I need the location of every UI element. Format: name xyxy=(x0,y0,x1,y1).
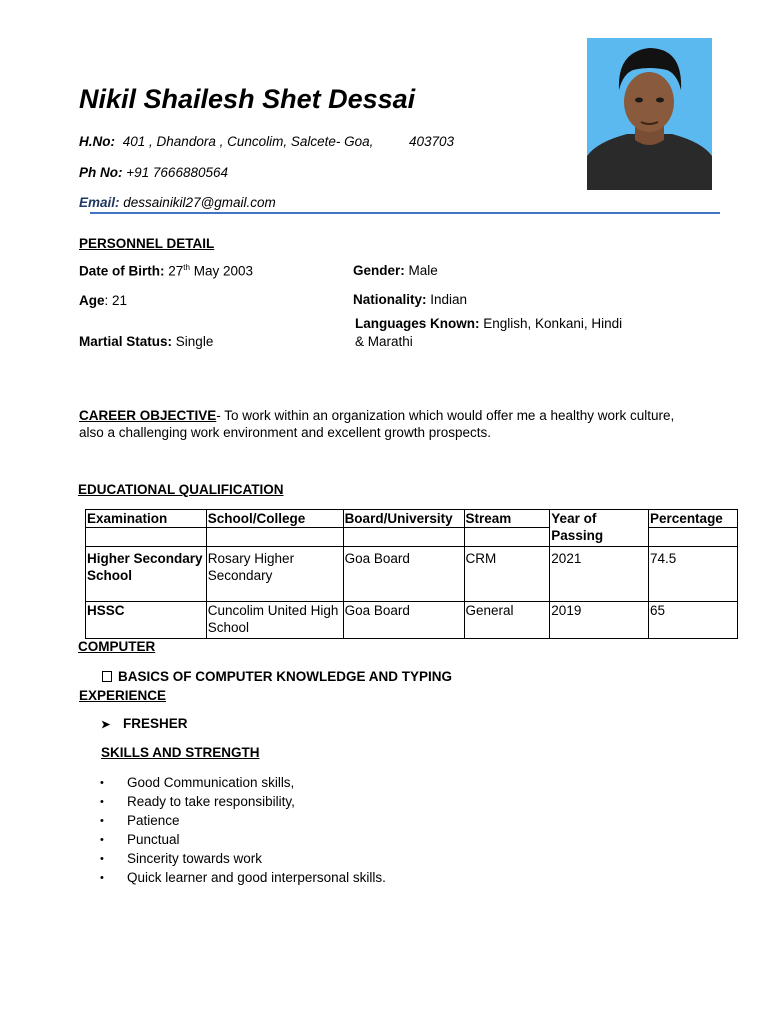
dob-suffix: th xyxy=(183,263,190,272)
table-header-row xyxy=(86,510,738,528)
address-value: 401 , Dhandora , Cuncolim, Salcete- Goa, xyxy=(122,134,374,149)
cell-year: 2019 xyxy=(550,602,649,639)
cell-board: Goa Board xyxy=(343,602,464,639)
experience-item xyxy=(101,716,188,731)
skills-list xyxy=(100,773,386,887)
header-year: Year of Passing xyxy=(550,510,649,547)
cell-percentage: 65 xyxy=(649,602,738,639)
cell-stream: General xyxy=(464,602,550,639)
list-item xyxy=(100,868,386,887)
dob-label: Date of Birth: xyxy=(79,263,165,279)
list-item xyxy=(100,849,386,868)
languages-value-cont: & Marathi xyxy=(355,334,413,349)
header-board: Board/University xyxy=(343,510,464,528)
checkbox-icon xyxy=(102,671,112,682)
email-line xyxy=(79,195,276,210)
dob-field xyxy=(79,263,253,279)
computer-heading: COMPUTER xyxy=(78,639,156,654)
nationality-value: Indian xyxy=(430,292,468,307)
cell-school: Cuncolim United High School xyxy=(206,602,343,639)
phone-label: Ph No: xyxy=(79,165,123,180)
education-table xyxy=(85,509,738,639)
cell-stream: CRM xyxy=(464,547,550,602)
address-line xyxy=(79,134,373,149)
languages-field xyxy=(355,316,622,331)
experience-heading: EXPERIENCE xyxy=(79,688,167,703)
skill-text: Punctual xyxy=(127,832,180,847)
cell-school: Rosary Higher Secondary xyxy=(206,547,343,602)
gender-label: Gender: xyxy=(353,263,405,278)
bullet-icon: • xyxy=(100,871,104,884)
dob-day: 27 xyxy=(168,263,184,279)
personnel-detail-heading: PERSONNEL DETAIL xyxy=(79,236,215,251)
bullet-icon: • xyxy=(100,814,104,827)
bullet-icon: • xyxy=(100,776,104,789)
header-percentage: Percentage xyxy=(649,510,738,528)
gender-field xyxy=(353,263,438,278)
marital-value: Single xyxy=(175,334,214,349)
cell-percentage: 74.5 xyxy=(649,547,738,602)
nationality-label: Nationality: xyxy=(353,292,427,307)
phone-line xyxy=(79,165,228,180)
table-row xyxy=(86,602,738,639)
cell-board: Goa Board xyxy=(343,547,464,602)
arrow-bullet-icon: ➤ xyxy=(101,719,111,731)
email-label: Email: xyxy=(79,195,120,210)
computer-item xyxy=(102,669,452,684)
header-school: School/College xyxy=(206,510,343,528)
header-divider xyxy=(90,212,720,214)
pincode-value: 403703 xyxy=(409,134,455,149)
age-field xyxy=(79,293,127,308)
phone-value: +91 7666880564 xyxy=(126,165,228,180)
career-objective-line1 xyxy=(79,408,674,423)
marital-field xyxy=(79,334,213,349)
bullet-icon: • xyxy=(100,833,104,846)
skill-text: Patience xyxy=(127,813,180,828)
career-objective-line2: also a challenging work environment and excellent growth prospects. xyxy=(79,425,491,440)
skill-text: Ready to take responsibility, xyxy=(127,794,295,809)
career-objective-heading: CAREER OBJECTIVE xyxy=(79,408,217,423)
languages-label: Languages Known: xyxy=(355,316,480,331)
skill-text: Good Communication skills, xyxy=(127,775,295,790)
list-item xyxy=(100,811,386,830)
career-objective-text: - To work within an organization which would offer me a healthy work culture, xyxy=(216,408,675,423)
address-label: H.No: xyxy=(79,134,115,149)
header-examination: Examination xyxy=(86,510,207,528)
computer-item-text: BASICS OF COMPUTER KNOWLEDGE AND TYPING xyxy=(118,669,453,684)
skill-text: Quick learner and good interpersonal skills. xyxy=(127,870,386,885)
profile-photo xyxy=(587,38,712,190)
dob-rest: May 2003 xyxy=(193,263,254,279)
candidate-name: Nikil Shailesh Shet Dessai xyxy=(79,84,416,114)
table-row xyxy=(86,547,738,602)
languages-value: English, Konkani, Hindi xyxy=(483,316,623,331)
gender-value: Male xyxy=(408,263,438,278)
email-value[interactable]: dessainikil27@gmail.com xyxy=(123,195,276,210)
education-heading: EDUCATIONAL QUALIFICATION xyxy=(78,482,284,497)
nationality-field xyxy=(353,292,467,307)
list-item xyxy=(100,792,386,811)
cell-year: 2021 xyxy=(550,547,649,602)
skill-text: Sincerity towards work xyxy=(127,851,263,866)
header-stream: Stream xyxy=(464,510,550,528)
cell-examination: Higher Secondary School xyxy=(86,547,207,602)
cell-examination: HSSC xyxy=(86,602,207,639)
list-item xyxy=(100,830,386,849)
age-value: : 21 xyxy=(104,293,128,308)
list-item xyxy=(100,773,386,792)
skills-heading: SKILLS AND STRENGTH xyxy=(101,745,260,760)
experience-item-text: FRESHER xyxy=(123,716,188,731)
age-label: Age xyxy=(79,293,105,308)
bullet-icon: • xyxy=(100,852,104,865)
bullet-icon: • xyxy=(100,795,104,808)
marital-label: Martial Status: xyxy=(79,334,173,349)
